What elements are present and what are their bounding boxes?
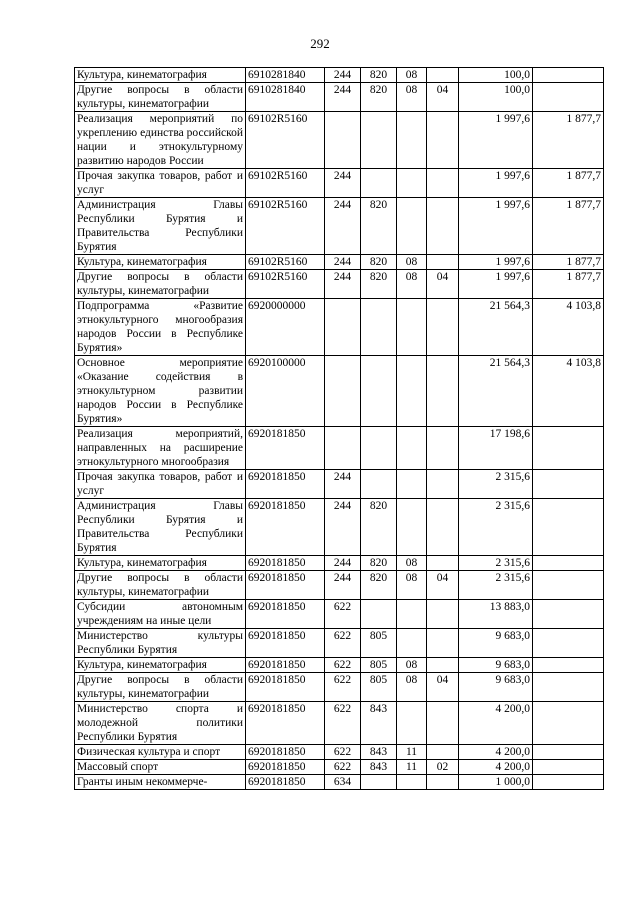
cell-subsection: 04 <box>427 83 459 112</box>
cell-section: 08 <box>397 673 427 702</box>
table-row <box>75 556 604 571</box>
cell-expense-type: 244 <box>325 571 361 600</box>
cell-section <box>397 112 427 169</box>
cell-target-code: 69102R5160 <box>246 270 325 299</box>
cell-department: 820 <box>361 499 397 556</box>
cell-name: Физическая культура и спорт <box>75 745 246 760</box>
table-row <box>75 255 604 270</box>
cell-department: 843 <box>361 760 397 775</box>
cell-subsection <box>427 745 459 760</box>
cell-subsection <box>427 629 459 658</box>
page-number: 292 <box>310 36 330 51</box>
cell-department: 843 <box>361 702 397 745</box>
cell-subsection <box>427 299 459 356</box>
table-row <box>75 68 604 83</box>
cell-amount-total: 1 997,6 <box>459 112 533 169</box>
cell-expense-type: 622 <box>325 629 361 658</box>
table-row <box>75 658 604 673</box>
cell-target-code: 69102R5160 <box>246 169 325 198</box>
cell-amount-federal <box>533 470 604 499</box>
cell-amount-total: 4 200,0 <box>459 745 533 760</box>
cell-amount-federal <box>533 629 604 658</box>
cell-name: Другие вопросы в области культуры, кинематографии <box>75 83 246 112</box>
table-row <box>75 571 604 600</box>
cell-amount-total: 9 683,0 <box>459 629 533 658</box>
cell-name: Культура, кинематография <box>75 255 246 270</box>
cell-amount-federal <box>533 760 604 775</box>
cell-target-code: 6920181850 <box>246 745 325 760</box>
cell-amount-federal <box>533 427 604 470</box>
cell-name: Культура, кинематография <box>75 68 246 83</box>
cell-target-code: 6920181850 <box>246 556 325 571</box>
cell-amount-total: 1 997,6 <box>459 169 533 198</box>
cell-amount-federal: 1 877,7 <box>533 169 604 198</box>
cell-amount-federal <box>533 83 604 112</box>
cell-target-code: 6920181850 <box>246 571 325 600</box>
cell-subsection <box>427 356 459 427</box>
cell-subsection <box>427 775 459 790</box>
cell-subsection: 04 <box>427 270 459 299</box>
cell-target-code: 6920000000 <box>246 299 325 356</box>
cell-subsection <box>427 255 459 270</box>
cell-subsection <box>427 702 459 745</box>
cell-expense-type: 622 <box>325 760 361 775</box>
cell-subsection <box>427 198 459 255</box>
cell-target-code: 6920181850 <box>246 775 325 790</box>
cell-expense-type: 244 <box>325 270 361 299</box>
cell-section: 08 <box>397 571 427 600</box>
cell-amount-federal <box>533 68 604 83</box>
cell-name: Прочая закупка товаров, работ и услуг <box>75 169 246 198</box>
cell-subsection <box>427 470 459 499</box>
cell-department: 805 <box>361 658 397 673</box>
table-row <box>75 112 604 169</box>
cell-subsection: 04 <box>427 571 459 600</box>
cell-amount-total: 100,0 <box>459 68 533 83</box>
cell-amount-total: 9 683,0 <box>459 658 533 673</box>
cell-name: Другие вопросы в области культуры, кинематографии <box>75 673 246 702</box>
cell-expense-type <box>325 356 361 427</box>
cell-expense-type: 622 <box>325 673 361 702</box>
cell-name: Министерство культуры Республики Бурятия <box>75 629 246 658</box>
cell-amount-total: 4 200,0 <box>459 702 533 745</box>
cell-amount-total: 1 997,6 <box>459 255 533 270</box>
cell-target-code: 6920181850 <box>246 760 325 775</box>
cell-expense-type: 244 <box>325 198 361 255</box>
cell-amount-federal <box>533 775 604 790</box>
cell-section: 08 <box>397 658 427 673</box>
cell-subsection <box>427 556 459 571</box>
cell-amount-federal <box>533 499 604 556</box>
cell-name: Культура, кинематография <box>75 658 246 673</box>
cell-department: 820 <box>361 571 397 600</box>
cell-department: 820 <box>361 83 397 112</box>
cell-department <box>361 356 397 427</box>
cell-expense-type: 244 <box>325 499 361 556</box>
cell-amount-federal <box>533 658 604 673</box>
cell-amount-federal <box>533 702 604 745</box>
cell-expense-type: 634 <box>325 775 361 790</box>
cell-section <box>397 299 427 356</box>
cell-department <box>361 299 397 356</box>
cell-expense-type: 244 <box>325 556 361 571</box>
cell-section <box>397 169 427 198</box>
table-row <box>75 673 604 702</box>
cell-name: Министерство спорта и молодежной политики Республики Бурятия <box>75 702 246 745</box>
table-row <box>75 198 604 255</box>
table-row <box>75 629 604 658</box>
table-row <box>75 427 604 470</box>
cell-amount-total: 21 564,3 <box>459 299 533 356</box>
cell-subsection: 04 <box>427 673 459 702</box>
cell-section <box>397 600 427 629</box>
cell-name: Основное мероприятие «Оказание содействия в этнокультурном развитии народов России в Республике Бурятия» <box>75 356 246 427</box>
table-row <box>75 270 604 299</box>
cell-name: Массовый спорт <box>75 760 246 775</box>
cell-amount-federal: 4 103,8 <box>533 356 604 427</box>
cell-name: Другие вопросы в области культуры, кинематографии <box>75 270 246 299</box>
cell-section <box>397 499 427 556</box>
cell-target-code: 6920181850 <box>246 427 325 470</box>
cell-section: 08 <box>397 556 427 571</box>
cell-target-code: 69102R5160 <box>246 198 325 255</box>
cell-expense-type: 622 <box>325 702 361 745</box>
cell-amount-federal <box>533 600 604 629</box>
cell-amount-total: 4 200,0 <box>459 760 533 775</box>
cell-department <box>361 775 397 790</box>
cell-target-code: 6920100000 <box>246 356 325 427</box>
table-row <box>75 83 604 112</box>
cell-target-code: 6910281840 <box>246 83 325 112</box>
cell-subsection <box>427 169 459 198</box>
cell-amount-total: 1 997,6 <box>459 270 533 299</box>
cell-amount-total: 2 315,6 <box>459 571 533 600</box>
cell-department: 820 <box>361 255 397 270</box>
cell-target-code: 6920181850 <box>246 600 325 629</box>
table-row <box>75 702 604 745</box>
cell-amount-total: 100,0 <box>459 83 533 112</box>
table-row <box>75 745 604 760</box>
cell-department <box>361 112 397 169</box>
cell-expense-type <box>325 299 361 356</box>
cell-section <box>397 427 427 470</box>
cell-target-code: 6910281840 <box>246 68 325 83</box>
cell-name: Гранты иным некоммерче- <box>75 775 246 790</box>
cell-section <box>397 702 427 745</box>
cell-expense-type: 244 <box>325 169 361 198</box>
cell-amount-total: 2 315,6 <box>459 556 533 571</box>
cell-amount-total: 21 564,3 <box>459 356 533 427</box>
cell-section <box>397 356 427 427</box>
cell-amount-federal: 1 877,7 <box>533 255 604 270</box>
cell-amount-total: 1 000,0 <box>459 775 533 790</box>
cell-department: 820 <box>361 68 397 83</box>
cell-section <box>397 470 427 499</box>
cell-expense-type: 244 <box>325 68 361 83</box>
cell-section <box>397 198 427 255</box>
table-row <box>75 600 604 629</box>
cell-target-code: 6920181850 <box>246 658 325 673</box>
cell-target-code: 6920181850 <box>246 499 325 556</box>
cell-department <box>361 169 397 198</box>
cell-name: Другие вопросы в области культуры, кинематографии <box>75 571 246 600</box>
cell-subsection <box>427 68 459 83</box>
cell-department: 843 <box>361 745 397 760</box>
cell-amount-federal <box>533 745 604 760</box>
cell-name: Культура, кинематография <box>75 556 246 571</box>
cell-target-code: 6920181850 <box>246 470 325 499</box>
cell-amount-total: 2 315,6 <box>459 470 533 499</box>
cell-amount-federal <box>533 556 604 571</box>
cell-subsection <box>427 112 459 169</box>
cell-expense-type: 622 <box>325 745 361 760</box>
table-row <box>75 499 604 556</box>
cell-department: 805 <box>361 673 397 702</box>
cell-section: 08 <box>397 255 427 270</box>
cell-section: 08 <box>397 83 427 112</box>
cell-amount-federal <box>533 673 604 702</box>
cell-department: 820 <box>361 556 397 571</box>
cell-department <box>361 427 397 470</box>
table-body <box>75 68 604 790</box>
table-row <box>75 760 604 775</box>
cell-expense-type <box>325 112 361 169</box>
cell-department: 820 <box>361 198 397 255</box>
cell-target-code: 6920181850 <box>246 629 325 658</box>
cell-subsection <box>427 499 459 556</box>
cell-target-code: 69102R5160 <box>246 255 325 270</box>
cell-expense-type <box>325 427 361 470</box>
table-row <box>75 169 604 198</box>
cell-section: 11 <box>397 745 427 760</box>
cell-name: Прочая закупка товаров, работ и услуг <box>75 470 246 499</box>
cell-name: Администрация Главы Республики Бурятия и Правительства Республики Бурятия <box>75 198 246 255</box>
cell-section: 11 <box>397 760 427 775</box>
cell-section: 08 <box>397 68 427 83</box>
cell-name: Подпрограмма «Развитие этнокультурного многообразия народов России в Республике Бурятия» <box>75 299 246 356</box>
cell-section: 08 <box>397 270 427 299</box>
cell-subsection: 02 <box>427 760 459 775</box>
table-row <box>75 299 604 356</box>
cell-amount-federal: 1 877,7 <box>533 270 604 299</box>
cell-amount-federal: 4 103,8 <box>533 299 604 356</box>
cell-target-code: 6920181850 <box>246 702 325 745</box>
cell-section <box>397 629 427 658</box>
cell-subsection <box>427 658 459 673</box>
cell-department <box>361 600 397 629</box>
cell-subsection <box>427 427 459 470</box>
cell-name: Реализация мероприятий по укреплению единства российской нации и этнокультурному развитию народов России <box>75 112 246 169</box>
cell-amount-federal: 1 877,7 <box>533 198 604 255</box>
cell-name: Реализация мероприятий, направленных на расширение этнокультурного многообразия <box>75 427 246 470</box>
cell-target-code: 6920181850 <box>246 673 325 702</box>
cell-amount-total: 1 997,6 <box>459 198 533 255</box>
cell-name: Администрация Главы Республики Бурятия и Правительства Республики Бурятия <box>75 499 246 556</box>
cell-department: 805 <box>361 629 397 658</box>
cell-amount-federal: 1 877,7 <box>533 112 604 169</box>
cell-expense-type: 244 <box>325 255 361 270</box>
cell-amount-total: 2 315,6 <box>459 499 533 556</box>
cell-amount-total: 9 683,0 <box>459 673 533 702</box>
cell-amount-total: 13 883,0 <box>459 600 533 629</box>
cell-expense-type: 244 <box>325 470 361 499</box>
table-row <box>75 775 604 790</box>
budget-table <box>74 67 604 790</box>
cell-expense-type: 622 <box>325 658 361 673</box>
table-row <box>75 356 604 427</box>
table-row <box>75 470 604 499</box>
cell-expense-type: 244 <box>325 83 361 112</box>
cell-amount-total: 17 198,6 <box>459 427 533 470</box>
cell-section <box>397 775 427 790</box>
cell-amount-federal <box>533 571 604 600</box>
cell-expense-type: 622 <box>325 600 361 629</box>
cell-department: 820 <box>361 270 397 299</box>
cell-target-code: 69102R5160 <box>246 112 325 169</box>
cell-department <box>361 470 397 499</box>
cell-subsection <box>427 600 459 629</box>
cell-name: Субсидии автономным учреждениям на иные цели <box>75 600 246 629</box>
